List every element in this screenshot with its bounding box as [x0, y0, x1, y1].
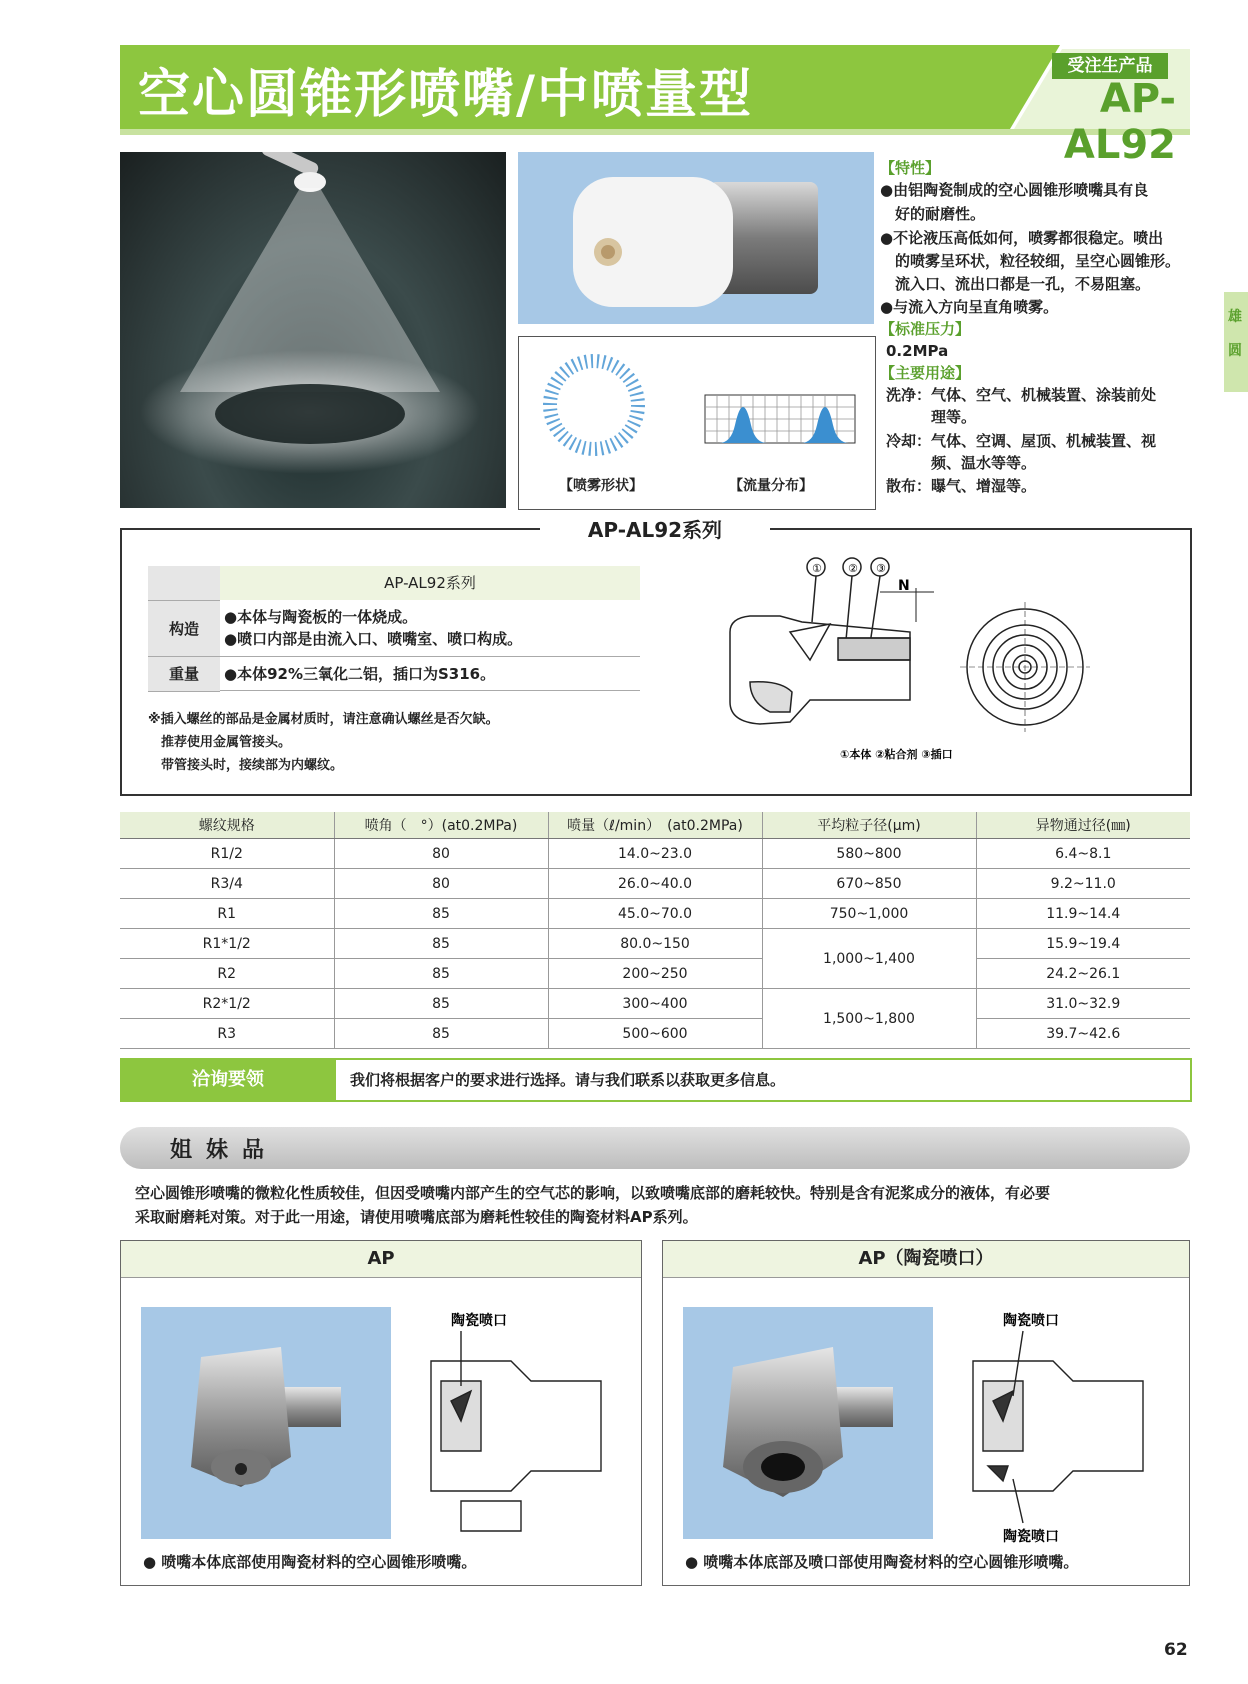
ceramic-tip-callout: 陶瓷喷口: [1003, 1529, 1059, 1545]
table-cell: 85: [334, 1019, 548, 1049]
spec-header-cell: 螺纹规格: [120, 812, 334, 839]
spec-table-header-row: [120, 812, 1190, 839]
table-cell: 11.9~14.4: [976, 899, 1190, 929]
structure-line: ●本体与陶瓷板的一体烧成。: [224, 608, 418, 626]
table-cell: 80: [334, 839, 548, 869]
spray-shape-diagram: [550, 361, 638, 449]
material-label: 重量: [148, 656, 220, 692]
table-cell: 15.9~19.4: [976, 929, 1190, 959]
table-cell: 24.2~26.1: [976, 959, 1190, 989]
inquiry-text: 我们将根据客户的要求进行选择。请与我们联系以获取更多信息。: [350, 1071, 786, 1089]
card-note: ● 喷嘴本体底部使用陶瓷材料的空心圆锥形喷嘴。: [143, 1553, 477, 1571]
ap-section-drawing: [421, 1301, 621, 1541]
made-to-order-badge: 受注生产品: [1052, 53, 1168, 79]
feature-line: 好的耐磨性。: [880, 205, 986, 223]
feature-line: ●与流入方向呈直角喷雾。: [880, 298, 1059, 316]
ap-product-photo: [141, 1307, 391, 1539]
table-cell: 26.0~40.0: [548, 869, 762, 899]
table-cell: 670~850: [762, 869, 976, 899]
side-tab-char: 圆: [1228, 343, 1242, 359]
table-cell: R1/2: [120, 839, 334, 869]
side-tab-char: 雄: [1228, 309, 1242, 325]
table-row: [120, 899, 1190, 929]
series-table-corner: [148, 566, 220, 600]
table-cell: 85: [334, 959, 548, 989]
table-cell: 9.2~11.0: [976, 869, 1190, 899]
spray-photo: [120, 152, 506, 508]
table-row: [120, 929, 1190, 959]
feature-line: ●不论液压高低如何，喷雾都很稳定。喷出: [880, 229, 1164, 247]
table-cell: R3/4: [120, 869, 334, 899]
sister-products-bar: [120, 1127, 1190, 1169]
structure-label: 构造: [148, 600, 220, 657]
card-title: AP: [121, 1241, 641, 1278]
table-cell: 85: [334, 929, 548, 959]
series-title: AP-AL92系列: [540, 514, 770, 543]
table-cell: 80: [334, 869, 548, 899]
series-table-rule: [220, 656, 640, 657]
table-cell: 85: [334, 899, 548, 929]
model-code: AP-AL92: [1063, 76, 1176, 168]
spec-header-cell: 异物通过径(㎜): [976, 812, 1190, 839]
feature-line: ●由铝陶瓷制成的空心圆锥形喷嘴具有良: [880, 181, 1149, 199]
table-row: [120, 869, 1190, 899]
ap-ceramic-product-photo: [683, 1307, 933, 1539]
series-note: 带管接头时，接续部为内螺纹。: [148, 758, 344, 773]
series-table-header: AP-AL92系列: [220, 566, 640, 600]
parts-legend: ①本体 ②粘合剂 ③插口: [840, 748, 953, 761]
ceramic-tip-callout: 陶瓷喷口: [1003, 1313, 1059, 1329]
spray-pattern-box: [518, 336, 876, 510]
structure-line: ●喷口内部是由流入口、喷嘴室、喷口构成。: [224, 630, 523, 648]
table-cell: R2: [120, 959, 334, 989]
usage-line: 频、温水等等。: [886, 454, 1037, 472]
pressure-heading: 【标准压力】: [880, 320, 971, 338]
cross-section-diagram: [720, 552, 1100, 762]
table-cell: 14.0~23.0: [548, 839, 762, 869]
table-cell: R1: [120, 899, 334, 929]
table-cell: R3: [120, 1019, 334, 1049]
table-row: [120, 839, 1190, 869]
table-cell: 1,000~1,400: [762, 929, 976, 989]
card-title: AP（陶瓷喷口）: [663, 1241, 1189, 1278]
feature-line: 的喷雾呈环状，粒径较细，呈空心圆锥形。: [880, 252, 1181, 270]
usage-line: 理等。: [886, 408, 977, 426]
usage-line: 冷却：气体、空调、屋顶、机械装置、视: [886, 432, 1157, 450]
table-row: [120, 989, 1190, 1019]
dimension-n: N: [898, 578, 910, 594]
usage-line: 散布：曝气、增湿等。: [886, 477, 1037, 495]
table-cell: 200~250: [548, 959, 762, 989]
nozzle-product-photo: [518, 152, 874, 324]
spec-table: [120, 812, 1190, 1049]
usage-heading: 【主要用途】: [880, 364, 971, 382]
table-cell: 39.7~42.6: [976, 1019, 1190, 1049]
table-cell: 750~1,000: [762, 899, 976, 929]
sister-card-ap-ceramic: [662, 1240, 1190, 1586]
series-table-rule: [220, 690, 640, 691]
spec-header-cell: 平均粒子径(μm): [762, 812, 976, 839]
flow-distribution-label: 【流量分布】: [729, 478, 813, 494]
table-cell: 31.0~32.9: [976, 989, 1190, 1019]
table-cell: 45.0~70.0: [548, 899, 762, 929]
usage-line: 洗净：气体、空气、机械装置、涂装前处: [886, 386, 1157, 404]
table-cell: R2*1/2: [120, 989, 334, 1019]
sister-card-ap: [120, 1240, 642, 1586]
series-note: 推荐使用金属管接头。: [148, 735, 292, 750]
spec-header-cell: 喷角（ °）(at0.2MPa): [334, 812, 548, 839]
table-cell: 300~400: [548, 989, 762, 1019]
spray-shape-label: 【喷雾形状】: [559, 478, 643, 494]
callout-3: ③: [876, 562, 886, 575]
flow-distribution-diagram: [705, 395, 855, 443]
sister-description: 采取耐磨耗对策。对于此一用途，请使用喷嘴底部为磨耗性较佳的陶瓷材料AP系列。: [135, 1208, 698, 1226]
inquiry-label: 洽询要领: [120, 1058, 336, 1102]
table-row: [120, 1019, 1190, 1049]
pressure-value: 0.2MPa: [886, 342, 949, 360]
table-cell: 1,500~1,800: [762, 989, 976, 1049]
ceramic-tip-callout: 陶瓷喷口: [451, 1313, 507, 1329]
ap-ceramic-section-drawing: [963, 1301, 1173, 1551]
table-cell: 85: [334, 989, 548, 1019]
features-heading: 【特性】: [880, 159, 941, 177]
feature-line: 流入口、流出口都是一孔，不易阻塞。: [880, 275, 1151, 293]
table-cell: 500~600: [548, 1019, 762, 1049]
card-note: ● 喷嘴本体底部及喷口部使用陶瓷材料的空心圆锥形喷嘴。: [685, 1553, 1079, 1571]
series-note: ※插入螺丝的部品是金属材质时，请注意确认螺丝是否欠缺。: [148, 712, 499, 727]
table-cell: 80.0~150: [548, 929, 762, 959]
material-line: ●本体92%三氧化二铝，插口为S316。: [224, 665, 496, 683]
table-cell: R1*1/2: [120, 929, 334, 959]
table-cell: 580~800: [762, 839, 976, 869]
sister-products-title: 姐妹品: [170, 1138, 279, 1163]
callout-2: ②: [848, 562, 858, 575]
sister-description: 空心圆锥形喷嘴的微粒化性质较佳，但因受喷嘴内部产生的空气芯的影响，以致喷嘴底部的磨耗较快。特别是含有泥浆成分的液体，有必要: [135, 1184, 1051, 1202]
table-cell: 6.4~8.1: [976, 839, 1190, 869]
callout-1: ①: [812, 562, 822, 575]
page-number: 62: [1164, 1640, 1188, 1660]
spec-header-cell: 喷量（ℓ/min） (at0.2MPa): [548, 812, 762, 839]
page-title: 空心圆锥形喷嘴/中喷量型: [138, 65, 753, 125]
table-row: [120, 959, 1190, 989]
